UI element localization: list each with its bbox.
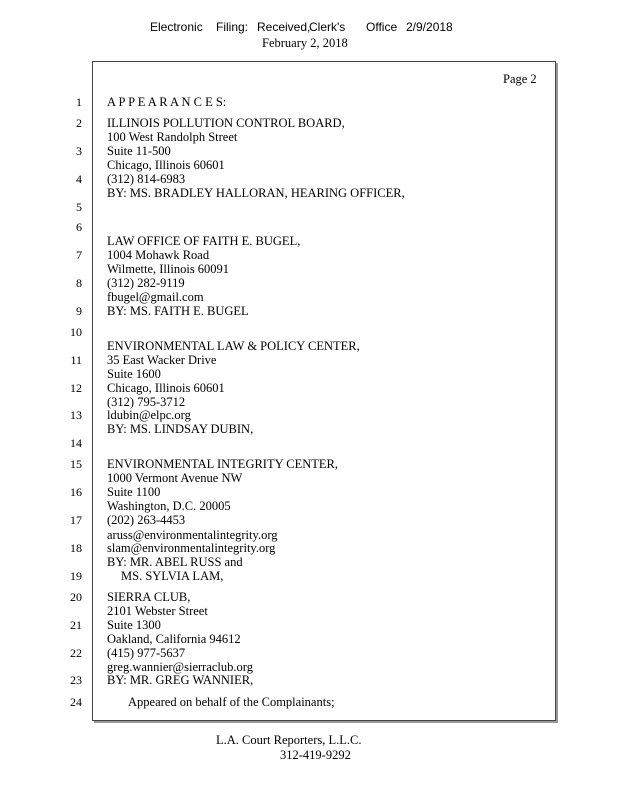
text-line: LAW OFFICE OF FAITH E. BUGEL,: [107, 234, 301, 248]
line-number: 12: [70, 381, 82, 395]
line-number: 10: [70, 325, 82, 339]
line-number: 3: [76, 144, 82, 158]
line-number: 5: [76, 200, 82, 214]
text-line: BY: MS. BRADLEY HALLORAN, HEARING OFFICER,: [107, 186, 405, 200]
email-line: ldubin@elpc.org: [107, 408, 191, 422]
stamp-electronic: Electronic: [150, 20, 203, 34]
stamp-filing: Filing:: [216, 20, 249, 34]
text-line: Chicago, Illinois 60601: [107, 158, 225, 172]
text-line: ENVIRONMENTAL LAW & POLICY CENTER,: [107, 339, 360, 353]
text-line: ENVIRONMENTAL INTEGRITY CENTER,: [107, 457, 339, 471]
line-number: 17: [70, 513, 82, 527]
text-line: BY: MS. LINDSAY DUBIN,: [107, 422, 254, 436]
text-line: BY: MR. GREG WANNIER,: [107, 673, 254, 687]
stamp-date: 2/9/2018: [406, 20, 453, 34]
text-line: Suite 11-500: [107, 144, 171, 158]
text-line: 35 East Wacker Drive: [107, 353, 217, 367]
line-number: 4: [76, 172, 82, 186]
stamp-received: Received,: [257, 20, 311, 34]
stamp-clerk: Clerk's: [309, 20, 346, 34]
line-number: 22: [70, 646, 82, 660]
line-number: 11: [70, 353, 82, 367]
line-number: 16: [70, 485, 82, 499]
line-number: 18: [70, 541, 82, 555]
text-line: Oakland, California 94612: [107, 632, 241, 646]
text-line: Washington, D.C. 20005: [107, 499, 231, 513]
text-line: Wilmette, Illinois 60091: [107, 262, 230, 276]
line-number: 7: [76, 248, 82, 262]
text-line: 1000 Vermont Avenue NW: [107, 471, 243, 485]
text-line: 1004 Mohawk Road: [107, 248, 210, 262]
line-number: 13: [70, 408, 82, 422]
transcript-date: February 2, 2018: [262, 36, 348, 50]
line-number: 1: [76, 95, 82, 109]
text-line: BY: MR. ABEL RUSS and: [107, 555, 243, 569]
footer-company: L.A. Court Reporters, L.L.C.: [216, 733, 362, 747]
text-line: SIERRA CLUB,: [107, 590, 191, 604]
text-line: Suite 1600: [107, 367, 161, 381]
text-line: (202) 263-4453: [107, 513, 186, 527]
line-number: 2: [76, 116, 82, 130]
text-line: Suite 1300: [107, 618, 161, 632]
line-number: 24: [70, 695, 82, 709]
text-line: Chicago, Illinois 60601: [107, 381, 225, 395]
line-number: 14: [70, 436, 82, 450]
text-line: 100 West Randolph Street: [107, 130, 238, 144]
line-number: 20: [70, 590, 82, 604]
email-line: aruss@environmentalintegrity.org: [107, 528, 278, 542]
text-line: Appeared on behalf of the Complainants;: [128, 695, 335, 709]
email-line: greg.wannier@sierraclub.org: [107, 660, 253, 674]
text-line: (312) 282-9119: [107, 276, 185, 290]
text-line: (312) 795-3712: [107, 395, 186, 409]
text-line: 2101 Webster Street: [107, 604, 208, 618]
text-line: ILLINOIS POLLUTION CONTROL BOARD,: [107, 116, 345, 130]
text-line: (312) 814-6983: [107, 172, 186, 186]
page-number: Page 2: [503, 72, 537, 86]
line-number: 15: [70, 457, 82, 471]
footer-phone: 312-419-9292: [280, 748, 351, 762]
email-line: slam@environmentalintegrity.org: [107, 541, 276, 555]
line-number: 8: [76, 276, 82, 290]
line-number: 6: [76, 220, 82, 234]
text-line: Suite 1100: [107, 485, 161, 499]
line-number: 9: [76, 304, 82, 318]
email-line: fbugel@gmail.com: [107, 290, 204, 304]
text-line: (415) 977-5637: [107, 646, 186, 660]
line-number: 21: [70, 618, 82, 632]
text-line: BY: MS. FAITH E. BUGEL: [107, 304, 249, 318]
line-number: 19: [70, 569, 82, 583]
appearances-heading: A P P E A R A N C E S:: [107, 95, 227, 109]
text-line: MS. SYLVIA LAM,: [121, 569, 224, 583]
line-number: 23: [70, 673, 82, 687]
stamp-office: Office: [366, 20, 398, 34]
